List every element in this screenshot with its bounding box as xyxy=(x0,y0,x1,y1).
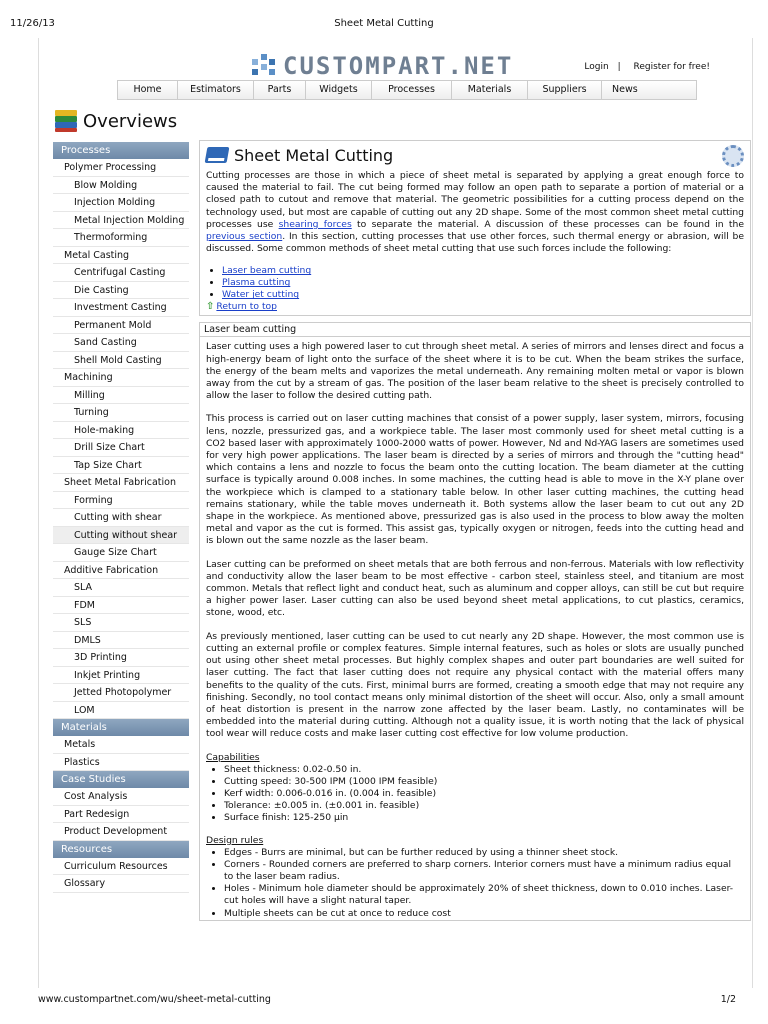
sidebar-heading[interactable]: Materials xyxy=(53,719,189,736)
content xyxy=(199,140,751,921)
sidebar-item-fdm[interactable]: FDM xyxy=(53,597,189,615)
sidebar-item-metal-injection-molding[interactable]: Metal Injection Molding xyxy=(53,212,189,230)
sidebar-item-investment-casting[interactable]: Investment Casting xyxy=(53,299,189,317)
nav-estimators[interactable]: Estimators xyxy=(178,81,254,99)
sidebar-item-drill-size-chart[interactable]: Drill Size Chart xyxy=(53,439,189,457)
laser-paragraph-1: Laser cutting uses a high powered laser to cut through sheet metal. A series of mirrors and lenses direct and focus a high-energy beam of light onto the surface of the sheet where it is to be cut. When the beam strikes the surface, the energy of the beam melts and vaporizes the metal underneath. Any remaining molten metal or vapor is blown away from the cut by a stream of gas. The position of the laser beam relative to the sheet is precisely controlled to allow the laser to follow the desired cutting path. xyxy=(206,341,744,402)
toc-item xyxy=(222,277,750,289)
sidebar-item-forming[interactable]: Forming xyxy=(53,492,189,510)
sidebar-heading[interactable]: Case Studies xyxy=(53,771,189,788)
toc-laser-link[interactable]: Laser beam cutting xyxy=(222,265,312,277)
toc-plasma-link[interactable]: Plasma cutting xyxy=(222,277,291,289)
sidebar-item-plastics[interactable]: Plastics xyxy=(53,754,189,772)
toc-list xyxy=(222,265,750,301)
print-url: www.custompartnet.com/wu/sheet-metal-cutting xyxy=(38,994,271,1005)
main-nav xyxy=(117,80,697,100)
design-rule-item: • Edges - Burrs are minimal, but can be further reduced by using a thinner sheet stock. xyxy=(224,847,744,859)
register-link[interactable]: Register for free! xyxy=(633,62,710,72)
print-date: 11/26/13 xyxy=(10,18,55,29)
sidebar-item-cutting-without-shear[interactable]: Cutting without shear xyxy=(53,527,189,545)
sidebar-item-sls[interactable]: SLS xyxy=(53,614,189,632)
article-title-bar xyxy=(200,141,750,169)
sidebar-item-milling[interactable]: Milling xyxy=(53,387,189,405)
design-rules-heading: Design rules xyxy=(206,834,264,846)
capability-item: • Kerf width: 0.006-0.016 in. (0.004 in. feasible) xyxy=(224,788,744,800)
cube-logo-icon xyxy=(251,53,277,79)
up-arrow-icon: ⇧ xyxy=(206,301,215,313)
sidebar-item-gauge-size-chart[interactable]: Gauge Size Chart xyxy=(53,544,189,562)
shearing-forces-link[interactable]: shearing forces xyxy=(278,218,352,230)
print-header xyxy=(0,0,768,30)
nav-news[interactable]: News xyxy=(612,84,638,95)
sidebar-item-jetted-photopolymer[interactable]: Jetted Photopolymer xyxy=(53,684,189,702)
return-to-top xyxy=(206,301,750,315)
overview-heading xyxy=(55,110,177,132)
auth-separator: | xyxy=(617,62,621,72)
sidebar xyxy=(53,142,189,893)
sidebar-item-lom[interactable]: LOM xyxy=(53,702,189,720)
intro-text-c: . In this section, cutting processes that use other forces, such thermal energy or abrasion, will be discussed. Some common methods of sheet metal cutting that use such forces include the following: xyxy=(206,231,745,255)
gear-icon[interactable] xyxy=(722,145,744,167)
sidebar-item-turning[interactable]: Turning xyxy=(53,404,189,422)
sidebar-item-machining[interactable]: Machining xyxy=(53,369,189,387)
print-title: Sheet Metal Cutting xyxy=(334,18,434,29)
sidebar-item-glossary[interactable]: Glossary xyxy=(53,875,189,893)
capability-item: • Surface finish: 125-250 μin xyxy=(224,812,744,824)
design-rules-list xyxy=(224,847,744,920)
design-rule-item: • Corners - Rounded corners are preferred to sharp corners. Interior corners must have a minimum radius equal to the laser beam radius. xyxy=(224,859,744,883)
sidebar-item-part-redesign[interactable]: Part Redesign xyxy=(53,806,189,824)
sidebar-item-die-casting[interactable]: Die Casting xyxy=(53,282,189,300)
sidebar-item-sheet-metal-fabrication[interactable]: Sheet Metal Fabrication xyxy=(53,474,189,492)
return-to-top-link[interactable]: Return to top xyxy=(216,301,277,313)
sidebar-item-injection-molding[interactable]: Injection Molding xyxy=(53,194,189,212)
auth-links xyxy=(580,62,710,72)
design-rule-item: • Multiple sheets can be cut at once to reduce cost xyxy=(224,908,744,920)
sidebar-item-metals[interactable]: Metals xyxy=(53,736,189,754)
toc-waterjet-link[interactable]: Water jet cutting xyxy=(222,289,300,301)
capabilities-list xyxy=(224,764,744,825)
sidebar-item-metal-casting[interactable]: Metal Casting xyxy=(53,247,189,265)
laser-section-box xyxy=(199,322,751,920)
laser-paragraph-2: This process is carried out on laser cutting machines that consist of a power supply, laser system, mirrors, focusing lens, nozzle, pressurized gas, and a workpiece table. The laser most commonly used for sheet metal cutting is a CO2 based laser with approximately 1000-2000 watts of power. However, Nd and Nd-YAG lasers are sometimes used for very high power applications. The laser beam is directed by a series of mirrors and through the "cutting head" which contains a lens and nozzle to focus the beam onto the cutting location. The beam diameter at the cutting surface is typically around 0.008 inches. In some machines, the cutting head is able to move in the X-Y plane over the workpiece which is clamped to a stationary table below. In other laser cutting machines, the cutting head remains stationary, while the table moves underneath it. Both systems allow the laser beam to cut out any 2D shape in the workpiece. As mentioned above, pressurized gas is also used in the process to blow away the molten metal and vapor as the cut is formed. This assist gas, typically oxygen or nitrogen, feeds into the cutting head and is blown out the same nozzle as the laser beam. xyxy=(206,413,744,547)
nav-materials[interactable]: Materials xyxy=(452,81,528,99)
sidebar-item-centrifugal-casting[interactable]: Centrifugal Casting xyxy=(53,264,189,282)
nav-home[interactable]: Home xyxy=(118,81,178,99)
capability-item: • Sheet thickness: 0.02-0.50 in. xyxy=(224,764,744,776)
print-page-number: 1/2 xyxy=(720,994,736,1005)
previous-section-link[interactable]: previous section xyxy=(206,231,283,243)
article-title: Sheet Metal Cutting xyxy=(234,145,394,165)
sidebar-item-inkjet-printing[interactable]: Inkjet Printing xyxy=(53,667,189,685)
logo-text: CUSTOMPART.NET xyxy=(283,52,514,80)
toc-item xyxy=(222,289,750,301)
sidebar-item-sla[interactable]: SLA xyxy=(53,579,189,597)
capability-item: • Cutting speed: 30-500 IPM (1000 IPM feasible) xyxy=(224,776,744,788)
intro-paragraph xyxy=(200,170,750,255)
sidebar-item-shell-mold-casting[interactable]: Shell Mold Casting xyxy=(53,352,189,370)
sidebar-heading[interactable]: Processes xyxy=(53,142,189,159)
sidebar-item-cutting-with-shear[interactable]: Cutting with shear xyxy=(53,509,189,527)
sidebar-item-polymer-processing[interactable]: Polymer Processing xyxy=(53,159,189,177)
design-rule-item: • Holes - Minimum hole diameter should be approximately 20% of sheet thickness, down to 0.010 inches. Laser-cut holes will have a slight natural taper. xyxy=(224,883,744,907)
sidebar-item-tap-size-chart[interactable]: Tap Size Chart xyxy=(53,457,189,475)
capability-item: • Tolerance: ±0.005 in. (±0.001 in. feasible) xyxy=(224,800,744,812)
nav-suppliers[interactable]: Suppliers xyxy=(528,81,602,99)
books-icon xyxy=(55,110,77,132)
page-frame xyxy=(38,38,753,988)
nav-parts[interactable]: Parts xyxy=(254,81,306,99)
section-title: Laser beam cutting xyxy=(200,323,750,337)
overview-title: Overviews xyxy=(83,110,178,132)
capabilities-heading: Capabilities xyxy=(206,751,260,763)
sidebar-item-product-development[interactable]: Product Development xyxy=(53,823,189,841)
sidebar-item-cost-analysis[interactable]: Cost Analysis xyxy=(53,788,189,806)
sidebar-item-curriculum-resources[interactable]: Curriculum Resources xyxy=(53,858,189,876)
article-box xyxy=(199,140,751,316)
laser-paragraph-3: Laser cutting can be preformed on sheet metals that are both ferrous and non-ferrous. Materials with low reflectivity and conductivity allow the laser beam to be most effective - carbon steel, stainless steel, and titanium are most common. Metals that reflect light and conduct heat, such as aluminum and copper alloys, can still be cut but require a higher power laser. Laser cutting can also be used beyond sheet metal applications, to cut plastics, ceramics, stone, wood, etc. xyxy=(206,558,744,619)
laser-paragraph-4: As previously mentioned, laser cutting can be used to cut nearly any 2D shape. However, the most common use is cutting an external profile or complex features. Simple internal features, such as holes or slots are usually punched out using other sheet metal processes. But highly complex shapes and outer part boundaries are well suited for laser cutting. The fact that laser cutting does not require any physical contact with the material offers many benefits to the quality of the cuts. First, minimal burrs are formed, creating a smooth edge that may not require any finishing. Secondly, no tool contact means only minimal distortion of the sheet will occur. Also, only a small amount of heat distortion is present in the narrow zone affected by the laser beam. Lastly, no contaminates will be embedded into the material during cutting. Although not a quality issue, it is worth noting that the lack of physical tool wear will reduce costs and make laser cutting cost effective for low volume production. xyxy=(206,630,744,740)
book-icon xyxy=(205,147,230,163)
sidebar-item-blow-molding[interactable]: Blow Molding xyxy=(53,177,189,195)
nav-processes[interactable]: Processes xyxy=(372,81,452,99)
sidebar-item-3d-printing[interactable]: 3D Printing xyxy=(53,649,189,667)
sidebar-item-additive-fabrication[interactable]: Additive Fabrication xyxy=(53,562,189,580)
intro-text-b: to separate the material. A discussion of these processes can be found in the xyxy=(351,218,744,230)
sidebar-item-hole-making[interactable]: Hole-making xyxy=(53,422,189,440)
toc-item xyxy=(222,265,750,277)
sidebar-item-thermoforming[interactable]: Thermoforming xyxy=(53,229,189,247)
sidebar-item-dmls[interactable]: DMLS xyxy=(53,632,189,650)
login-link[interactable]: Login xyxy=(584,62,609,72)
sidebar-heading[interactable]: Resources xyxy=(53,841,189,858)
sidebar-item-permanent-mold[interactable]: Permanent Mold xyxy=(53,317,189,335)
intro-text-a: Cutting processes are those in which a piece of sheet metal is separated by applying a great enough force to caused the material to fail. The cut being formed may follow an open path to separate a portion of material or a closed path to cutout and remove that material. The geometric possibilities for a cutting process depend on the technology used, but most are capable of cutting out any 2D shape. Some of the most common sheet metal cutting processes use xyxy=(206,170,744,230)
sidebar-item-sand-casting[interactable]: Sand Casting xyxy=(53,334,189,352)
nav-widgets[interactable]: Widgets xyxy=(306,81,372,99)
laser-section-body xyxy=(200,337,750,919)
